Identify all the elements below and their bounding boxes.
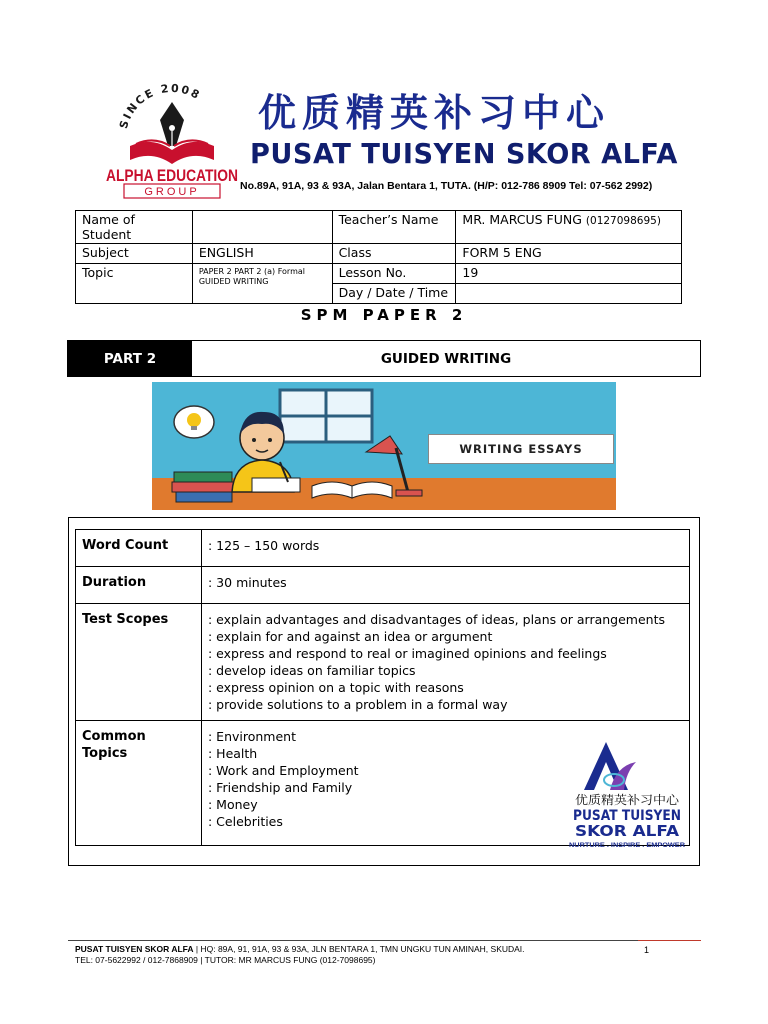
part-bar: [67, 340, 701, 377]
logo-group: GROUP: [144, 186, 200, 198]
logo-right-chinese: 优质精英补习中心: [575, 793, 672, 807]
alpha-education-logo: [104, 80, 240, 200]
part-title: GUIDED WRITING: [380, 350, 512, 367]
common-topic-item: : Environment: [208, 729, 297, 744]
name-label: Name of Student: [76, 211, 193, 244]
footer-brand: PUSAT TUISYEN SKOR ALFA: [75, 944, 194, 954]
test-scopes-label: Test Scopes: [76, 604, 202, 721]
topic-line-2: GUIDED WRITING: [198, 277, 269, 286]
class-label: Class: [332, 244, 456, 264]
duration-value: : 30 minutes: [202, 567, 690, 604]
date-value[interactable]: [456, 284, 682, 304]
test-scopes-list: [202, 604, 690, 721]
subject-label: Subject: [76, 244, 193, 264]
test-scope-item: : explain for and against an idea or argument: [208, 629, 493, 644]
subject-value: ENGLISH: [192, 244, 332, 264]
footer-text: [75, 944, 525, 966]
common-topic-item: : Work and Employment: [208, 763, 359, 778]
lesson-value: 19: [456, 264, 682, 284]
window-icon: [280, 390, 372, 442]
test-scope-item: : develop ideas on familiar topics: [208, 663, 416, 678]
duration-label: Duration: [76, 567, 202, 604]
common-topic-item: : Friendship and Family: [208, 780, 353, 795]
test-scope-item: : express and respond to real or imagined opinions and feelings: [208, 646, 607, 661]
teacher-value: [456, 211, 682, 244]
date-label: Day / Date / Time: [332, 284, 456, 304]
word-count-label: Word Count: [76, 530, 202, 567]
books-icon: [172, 472, 234, 502]
footer-rule: [68, 940, 701, 941]
logo-right-line1: PUSAT TUISYEN: [573, 808, 681, 824]
teacher-label: Teacher’s Name: [332, 211, 456, 244]
student-info-table: [75, 210, 682, 304]
common-topic-item: : Money: [208, 797, 258, 812]
writing-essays-banner: WRITING ESSAYS: [428, 434, 614, 464]
common-topic-item: : Health: [208, 746, 258, 761]
center-title: PUSAT TUISYEN SKOR ALFA: [250, 137, 678, 170]
common-topics-label: Common Topics: [76, 721, 202, 846]
topic-label: Topic: [76, 264, 193, 304]
pen-nib-icon: [160, 102, 184, 146]
center-address: No.89A, 91A, 93 & 93A, Jalan Bentara 1, TUTA. (H/P: 012-786 8909 Tel: 07-562 2992): [240, 180, 653, 192]
chinese-title: 优质精英补习中心: [258, 91, 611, 135]
spm-heading: SPM PAPER 2: [300, 306, 468, 324]
common-topic-item: : Celebrities: [208, 814, 283, 829]
page-number: 1: [644, 945, 650, 955]
lightbulb-icon: [174, 406, 214, 438]
svg-text:SINCE 2008: SINCE 2008: [116, 81, 204, 131]
topic-value: [192, 264, 332, 304]
part-label: PART 2: [68, 341, 192, 376]
test-scope-item: : express opinion on a topic with reasons: [208, 680, 464, 695]
class-value: FORM 5 ENG: [456, 244, 682, 264]
footer-line-1: [75, 944, 525, 955]
logo-right-tagline: NURTURE . INSPIRE . EMPOWER: [569, 842, 686, 849]
logo-name: ALPHA EDUCATION: [106, 166, 238, 185]
topic-line-1: PAPER 2 PART 2 (a) Formal: [198, 267, 305, 276]
test-scope-item: : explain advantages and disadvantages of ideas, plans or arrangements: [208, 612, 665, 627]
name-value[interactable]: [192, 211, 332, 244]
teacher-phone: (0127098695): [585, 215, 661, 227]
word-count-value: : 125 – 150 words: [202, 530, 690, 567]
footer-address: | HQ: 89A, 91, 91A, 93 & 93A, JLN BENTARA 1, TMN UNGKU TUN AMINAH, SKUDAI.: [193, 944, 525, 954]
footer-line-2: TEL: 07-5622992 / 012-7868909 | TUTOR: MR MARCUS FUNG (012-7098695): [75, 955, 376, 965]
teacher-name: MR. MARCUS FUNG: [462, 212, 582, 227]
test-scope-item: : provide solutions to a problem in a formal way: [208, 697, 508, 712]
skor-alfa-logo: [566, 736, 688, 852]
lesson-label: Lesson No.: [332, 264, 456, 284]
logo-right-line2: SKOR ALFA: [575, 822, 680, 840]
